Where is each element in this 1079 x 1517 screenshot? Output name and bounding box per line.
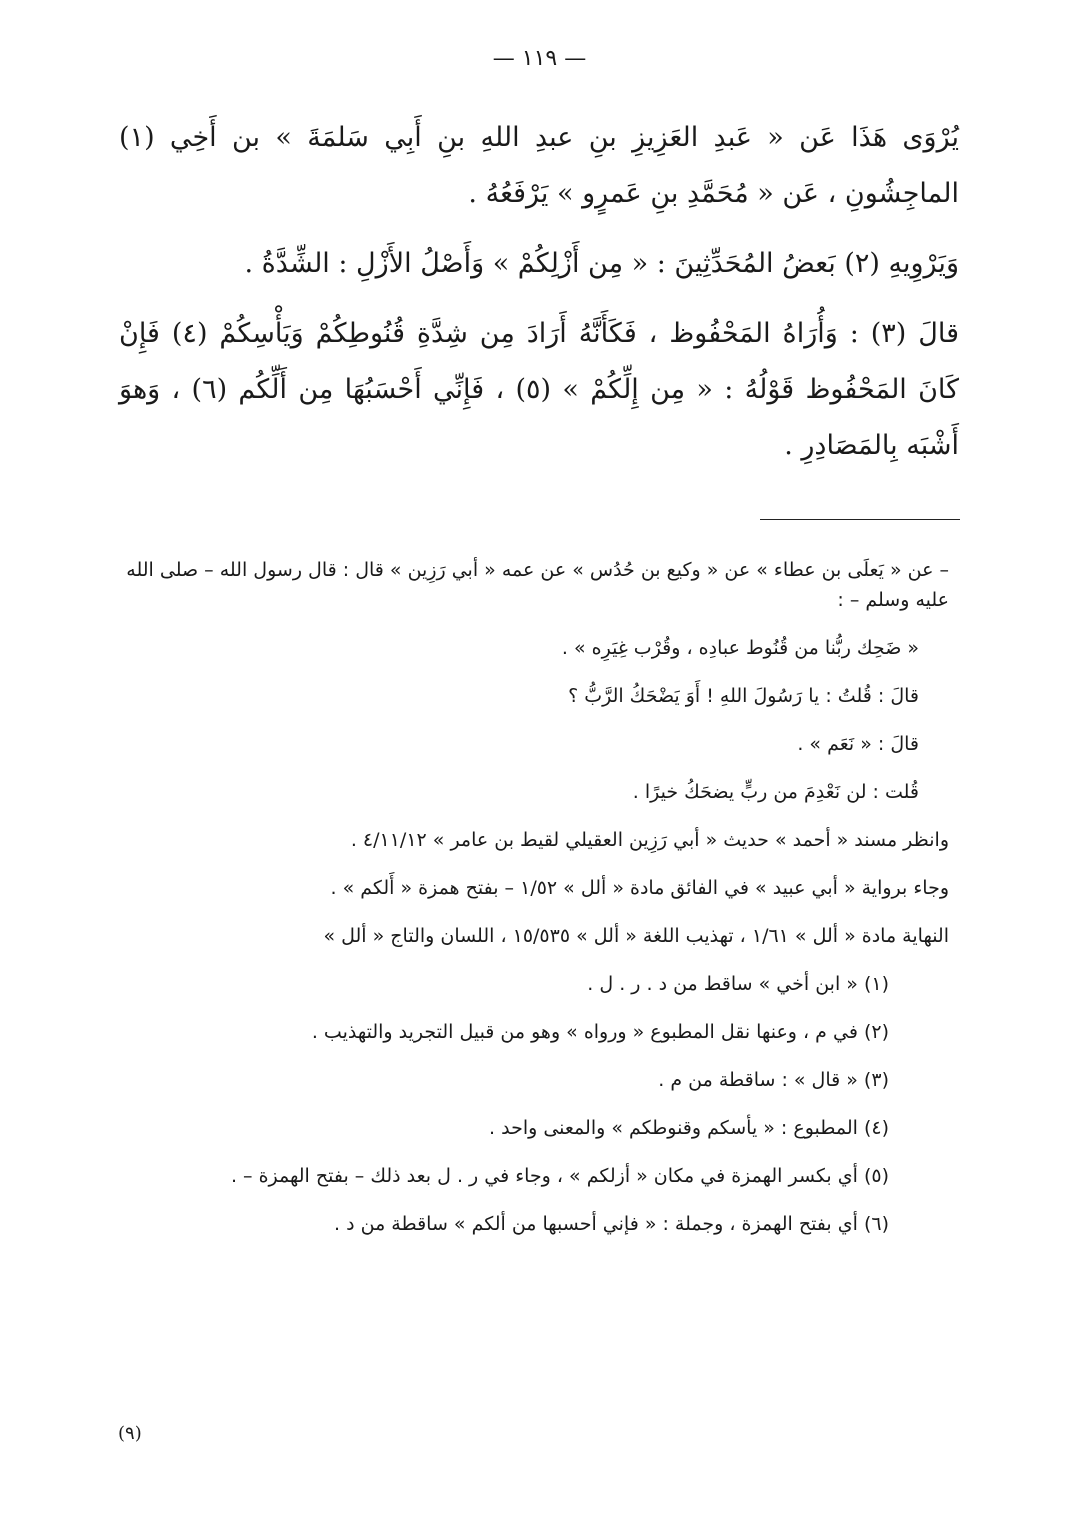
main-paragraph: وَيَرْوِيهِ (٢) بَعضُ المُحَدِّثِينَ : « مِن أَزْلِكُمْ » وَأَصْلُ الأَزْلِ : الشِّدَّةُ . <box>244 248 959 279</box>
footnote-item: (٦) أي بفتح الهمزة ، وجملة : « فإني أحسبها من ألكم » ساقطة من د . <box>334 1213 889 1235</box>
footnote-item: (٤) المطبوع : « يأسكم وقنوطكم » والمعنى واحد . <box>489 1117 889 1139</box>
footnote-item: (٥) أي بكسر الهمزة في مكان « أزلكم » ، وجاء في ر . ل بعد ذلك – بفتح الهمزة – . <box>230 1165 889 1187</box>
note-dialog-line: قُلت : لن نَعْدِمَ من ربٍّ يضحَكُ خيرًا . <box>632 781 919 803</box>
note-dialog-line: قالَ : « نَعَم » . <box>797 733 919 755</box>
note-intro: – عن « يَعلَى بن عطاء » عن « وكيع بن حُدُس » عن عمه « أبي رَزِين » قال : قال رسول الله – صلى الله عليه وسلم – : <box>126 559 949 611</box>
signature-mark: (٩) <box>118 1423 142 1444</box>
footnotes-section <box>109 555 949 1257</box>
note-reference: وجاء برواية « أبي عبيد » في الفائق مادة « ألل » ١/٥٢ – بفتح همزة « أَلكم » . <box>330 877 949 899</box>
main-paragraph: قالَ (٣) : وَأُرَاهُ المَحْفُوظ ، فَكَأَنَّهُ أَرَادَ مِن شِدَّةِ قُنُوطِكُمْ وَيَأْسِكُمْ (٤) فَإِنْ كَانَ المَحْفُوظ قَوْلُهُ : « مِن إِلِّكُمْ » (٥) ، فَإِنِّي أَحْسَبُهَا مِن أَلِّكُم (٦) ، وَهوَ أَشْبَه بِالمَصَادِرِ . <box>119 318 960 461</box>
page-number: — ١١٩ — <box>492 46 587 71</box>
footnote-item: (٢) في م ، وعنها نقل المطبوع « ورواه » وهو من قبيل التجريد والتهذيب . <box>311 1021 889 1043</box>
footnote-item: (١) « ابن أخي » ساقط من د . ر . ل . <box>587 973 889 995</box>
main-paragraph: يُرْوَى هَذَا عَن « عَبدِ العَزِيزِ بنِ عبدِ اللهِ بنِ أَبِي سَلمَةَ » بن أَخِي (١) الماجِشُونِ ، عَن « مُحَمَّدِ بنِ عَمرٍو » يَرْفَعُهُ . <box>119 122 959 209</box>
note-reference: النهاية مادة « ألل » ١/٦١ ، تهذيب اللغة « ألل » ١٥/٥٣٥ ، اللسان والتاج « ألل » <box>323 925 949 947</box>
note-reference: وانظر مسند « أحمد » حديث « أبي رَزِين العقيلي لقيط بن عامر » ٤/١١/١٢ . <box>350 829 949 851</box>
main-text <box>119 110 959 488</box>
note-dialog-line: قالَ : قُلتُ : يا رَسُولَ اللهِ ! أَوَ يَضْحَكُ الرَّبُّ ؟ <box>568 685 919 707</box>
footnote-divider <box>760 519 960 520</box>
note-quote: « ضَحِك ربُّنا من قُنُوط عبادِه ، وقُرْب غِيَرِه » . <box>561 637 919 659</box>
footnote-item: (٣) « قال » : ساقطة من م . <box>658 1069 889 1091</box>
